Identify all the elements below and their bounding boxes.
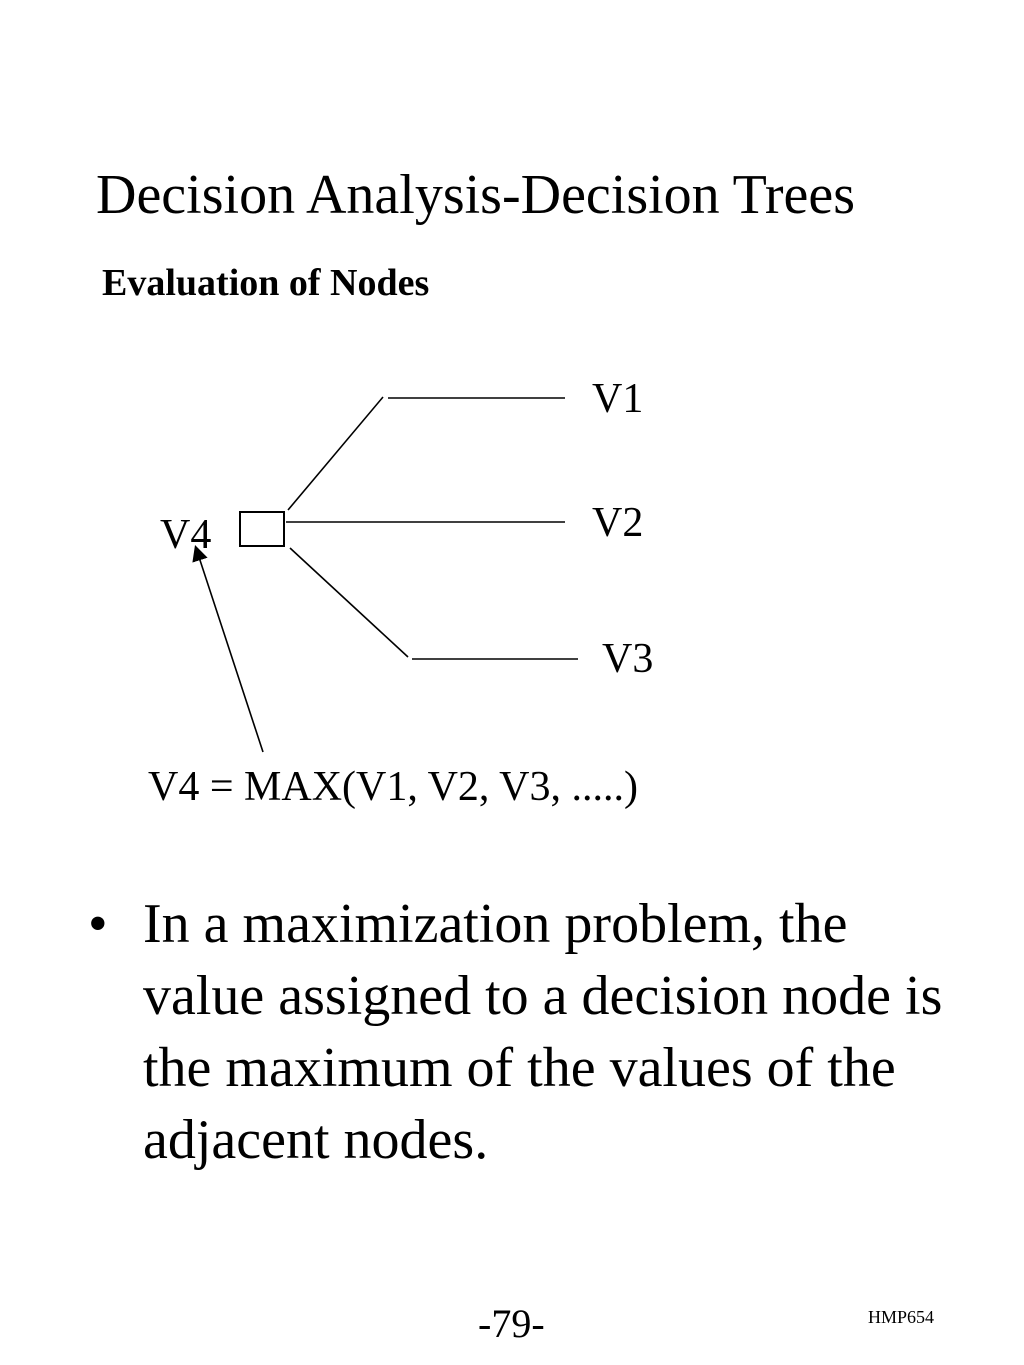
course-code: HMP654 (868, 1307, 935, 1327)
slide-title: Decision Analysis-Decision Trees (96, 164, 856, 226)
branch-label-v3: V3 (602, 636, 654, 682)
bullet-text: In a maximization problem, the value assigned to a decision node is the maximum of the values of the adjacent nodes. (143, 893, 943, 1171)
branch-3-diagonal (290, 548, 408, 657)
slide-subtitle: Evaluation of Nodes (102, 262, 430, 304)
decision-node-label: V4 (160, 512, 212, 558)
branch-1-diagonal (288, 397, 383, 510)
decision-node-square (240, 512, 284, 546)
bullet-marker: • (88, 893, 108, 955)
branch-label-v2: V2 (592, 500, 644, 546)
pointer-arrow (196, 548, 263, 752)
max-formula: V4 = MAX(V1, V2, V3, .....) (148, 764, 638, 810)
page-number: -79- (478, 1301, 545, 1346)
branch-label-v1: V1 (592, 376, 644, 422)
